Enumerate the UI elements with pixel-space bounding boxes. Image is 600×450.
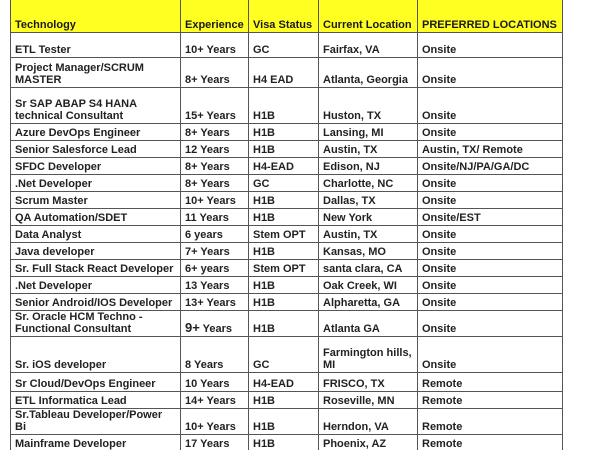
cell-experience: 8+ Years xyxy=(181,124,249,141)
cell-preferred: Remote xyxy=(418,435,563,450)
cell-experience: 17 Years xyxy=(181,435,249,450)
cell-preferred: Onsite xyxy=(418,88,563,124)
cell-visa: GC xyxy=(249,337,319,373)
cell-visa: H1B xyxy=(249,311,319,337)
cell-experience: 8+ Years xyxy=(181,158,249,175)
cell-technology: .Net Developer xyxy=(11,175,181,192)
column-header-visa-status: Visa Status xyxy=(249,0,319,33)
cell-experience: 10 Years xyxy=(181,373,249,392)
cell-current-location: FRISCO, TX xyxy=(319,373,418,392)
cell-visa: H1B xyxy=(249,294,319,311)
cell-preferred: Remote xyxy=(418,409,563,435)
cell-preferred: Onsite xyxy=(418,175,563,192)
cell-technology: Sr.Tableau Developer/Power Bi xyxy=(11,409,181,435)
table-row xyxy=(11,294,563,311)
cell-preferred: Remote xyxy=(418,373,563,392)
cell-preferred: Remote xyxy=(418,392,563,409)
cell-preferred: Onsite xyxy=(418,243,563,260)
cell-experience: 8+ Years xyxy=(181,58,249,88)
cell-preferred: Onsite/EST xyxy=(418,209,563,226)
cell-technology: Sr. Full Stack React Developer xyxy=(11,260,181,277)
cell-visa: Stem OPT xyxy=(249,260,319,277)
cell-visa: H1B xyxy=(249,209,319,226)
cell-technology: Data Analyst xyxy=(11,226,181,243)
cell-technology: Project Manager/SCRUM MASTER xyxy=(11,58,181,88)
cell-technology: ETL Informatica Lead xyxy=(11,392,181,409)
cell-technology: Sr. Oracle HCM Techno - Functional Consultant xyxy=(11,311,181,337)
cell-experience: 8 Years xyxy=(181,337,249,373)
column-header-preferred-locations: PREFERRED LOCATIONS xyxy=(418,0,563,33)
cell-visa: H1B xyxy=(249,192,319,209)
cell-technology: Java developer xyxy=(11,243,181,260)
cell-technology: SFDC Developer xyxy=(11,158,181,175)
cell-current-location: santa clara, CA xyxy=(319,260,418,277)
cell-experience: 6+ years xyxy=(181,260,249,277)
table-row xyxy=(11,158,563,175)
table-row xyxy=(11,141,563,158)
cell-visa: Stem OPT xyxy=(249,226,319,243)
cell-technology: QA Automation/SDET xyxy=(11,209,181,226)
cell-experience: 12 Years xyxy=(181,141,249,158)
cell-visa: H1B xyxy=(249,141,319,158)
cell-current-location: Atlanta GA xyxy=(319,311,418,337)
cell-technology: Scrum Master xyxy=(11,192,181,209)
cell-preferred: Onsite/NJ/PA/GA/DC xyxy=(418,158,563,175)
table-row xyxy=(11,373,563,392)
table-row xyxy=(11,392,563,409)
cell-experience: 15+ Years xyxy=(181,88,249,124)
cell-visa: H1B xyxy=(249,409,319,435)
cell-current-location: Huston, TX xyxy=(319,88,418,124)
cell-current-location: Dallas, TX xyxy=(319,192,418,209)
column-header-current-location: Current Location xyxy=(319,0,418,33)
cell-visa: H1B xyxy=(249,88,319,124)
cell-experience: 14+ Years xyxy=(181,392,249,409)
cell-visa: H1B xyxy=(249,277,319,294)
candidates-table xyxy=(10,0,563,450)
cell-technology: .Net Developer xyxy=(11,277,181,294)
cell-preferred: Onsite xyxy=(418,337,563,373)
cell-experience: 10+ Years xyxy=(181,33,249,58)
cell-current-location: Fairfax, VA xyxy=(319,33,418,58)
table-row xyxy=(11,209,563,226)
cell-visa: H4-EAD xyxy=(249,373,319,392)
table-row xyxy=(11,260,563,277)
cell-experience: 6 years xyxy=(181,226,249,243)
cell-current-location: Kansas, MO xyxy=(319,243,418,260)
column-header-experience: Experience xyxy=(181,0,249,33)
cell-preferred: Onsite xyxy=(418,311,563,337)
cell-visa: GC xyxy=(249,33,319,58)
table-row xyxy=(11,124,563,141)
table-row xyxy=(11,226,563,243)
table-row xyxy=(11,243,563,260)
table-row xyxy=(11,277,563,294)
cell-preferred: Austin, TX/ Remote xyxy=(418,141,563,158)
cell-preferred: Onsite xyxy=(418,58,563,88)
cell-current-location: Edison, NJ xyxy=(319,158,418,175)
cell-current-location: Phoenix, AZ xyxy=(319,435,418,450)
cell-technology: Sr Cloud/DevOps Engineer xyxy=(11,373,181,392)
cell-experience xyxy=(181,311,249,337)
table-row xyxy=(11,88,563,124)
cell-current-location: Atlanta, Georgia xyxy=(319,58,418,88)
table-row xyxy=(11,435,563,450)
cell-technology: Senior Salesforce Lead xyxy=(11,141,181,158)
cell-experience: 13+ Years xyxy=(181,294,249,311)
cell-technology: ETL Tester xyxy=(11,33,181,58)
cell-experience: 10+ Years xyxy=(181,409,249,435)
table-row xyxy=(11,175,563,192)
cell-preferred: Onsite xyxy=(418,33,563,58)
cell-experience: 13 Years xyxy=(181,277,249,294)
cell-preferred: Onsite xyxy=(418,260,563,277)
experience-unit: Years xyxy=(199,323,233,335)
cell-current-location: Alpharetta, GA xyxy=(319,294,418,311)
cell-technology: Senior Android/IOS Developer xyxy=(11,294,181,311)
cell-visa: H4-EAD xyxy=(249,158,319,175)
table-row xyxy=(11,58,563,88)
cell-technology: Sr SAP ABAP S4 HANA technical Consultant xyxy=(11,88,181,124)
cell-visa: H1B xyxy=(249,435,319,450)
cell-current-location: Roseville, MN xyxy=(319,392,418,409)
cell-technology: Sr. iOS developer xyxy=(11,337,181,373)
cell-visa: H1B xyxy=(249,243,319,260)
cell-experience: 10+ Years xyxy=(181,192,249,209)
cell-visa: GC xyxy=(249,175,319,192)
cell-experience: 11 Years xyxy=(181,209,249,226)
cell-current-location: Lansing, MI xyxy=(319,124,418,141)
experience-number: 9+ xyxy=(185,320,200,335)
cell-preferred: Onsite xyxy=(418,277,563,294)
cell-current-location: Austin, TX xyxy=(319,141,418,158)
cell-preferred: Onsite xyxy=(418,226,563,243)
cell-technology: Azure DevOps Engineer xyxy=(11,124,181,141)
table-row xyxy=(11,33,563,58)
cell-preferred: Onsite xyxy=(418,124,563,141)
table-header-row xyxy=(11,0,563,33)
table-row xyxy=(11,409,563,435)
table-row xyxy=(11,192,563,209)
cell-current-location: Farmington hills, MI xyxy=(319,337,418,373)
table-row xyxy=(11,311,563,337)
cell-preferred: Onsite xyxy=(418,192,563,209)
cell-preferred: Onsite xyxy=(418,294,563,311)
cell-visa: H4 EAD xyxy=(249,58,319,88)
cell-experience: 8+ Years xyxy=(181,175,249,192)
cell-technology: Mainframe Developer xyxy=(11,435,181,450)
column-header-technology: Technology xyxy=(11,0,181,33)
table-row xyxy=(11,337,563,373)
cell-current-location: Charlotte, NC xyxy=(319,175,418,192)
cell-visa: H1B xyxy=(249,392,319,409)
cell-current-location: Herndon, VA xyxy=(319,409,418,435)
cell-experience: 7+ Years xyxy=(181,243,249,260)
cell-current-location: New York xyxy=(319,209,418,226)
cell-visa: H1B xyxy=(249,124,319,141)
cell-current-location: Austin, TX xyxy=(319,226,418,243)
cell-current-location: Oak Creek, WI xyxy=(319,277,418,294)
